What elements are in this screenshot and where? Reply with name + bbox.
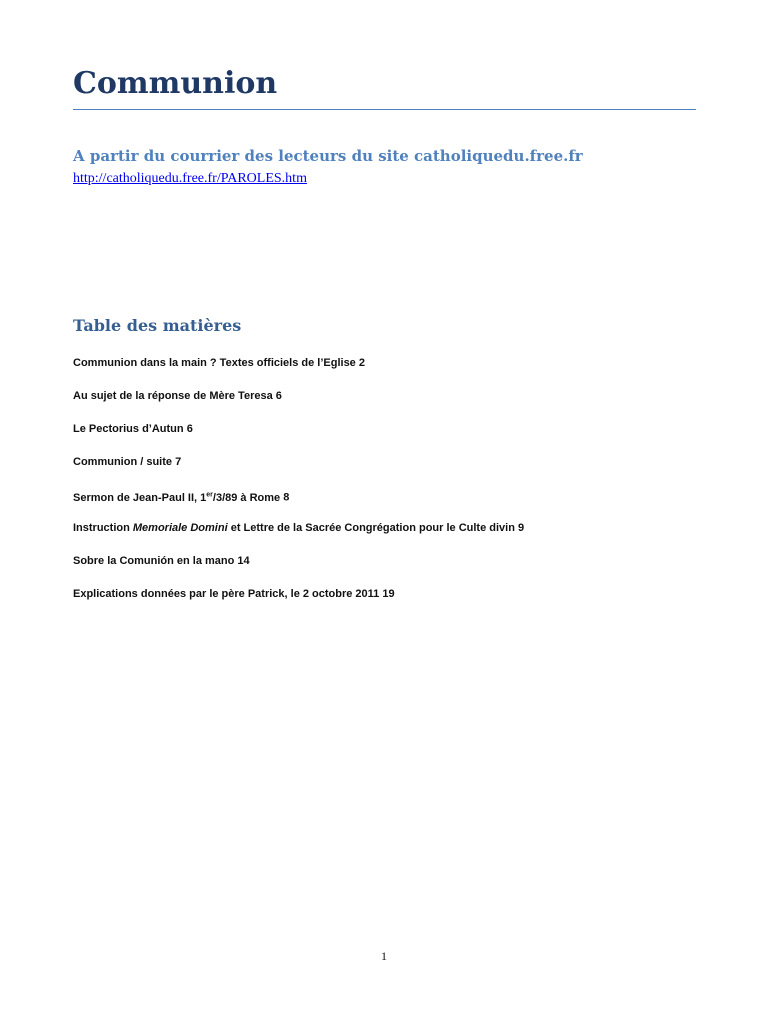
toc-entry[interactable] — [73, 420, 524, 453]
toc-entry-label-italic: Memoriale Domini — [132, 522, 228, 534]
toc-entry-label: Explications données par le père Patrick, le 2 octobre 2011 — [73, 588, 380, 600]
toc-entry-page: 7 — [175, 456, 182, 468]
toc-entry[interactable] — [73, 453, 524, 486]
toc-heading: Table des matières — [73, 316, 242, 335]
toc-entry-page: 6 — [275, 390, 282, 402]
toc-entry[interactable] — [73, 486, 524, 519]
page-number: 1 — [381, 949, 387, 963]
toc-entry-label: Au sujet de la réponse de Mère Teresa — [73, 390, 273, 402]
toc-entry[interactable] — [73, 519, 524, 552]
toc-entry-label-part: /3/89 à Rome — [212, 491, 281, 504]
toc-entry-label: Communion dans la main ? Textes officiels de l’Eglise — [73, 357, 356, 369]
toc-entry-label-part: Instruction — [73, 522, 133, 534]
toc-entry-label — [73, 492, 280, 504]
toc-entry-page: 9 — [517, 522, 525, 534]
toc-entry-label-superscript: er — [206, 491, 213, 498]
toc-entry-page: 6 — [186, 423, 193, 435]
toc-entry-label-part: et Lettre de la Sacrée Congrégation pour le Culte divin — [227, 522, 515, 534]
toc-entry-label: Sobre la Comunión en la mano — [73, 555, 235, 567]
toc-entry-page: 2 — [358, 357, 365, 369]
toc-entry-page: 8 — [283, 491, 290, 504]
toc-entry[interactable] — [73, 387, 524, 420]
toc-entry[interactable] — [73, 552, 524, 585]
toc-entry-page: 19 — [382, 588, 395, 600]
title-underline-rule — [73, 109, 696, 110]
toc-entry[interactable] — [73, 585, 524, 618]
toc-entry-label-part: Sermon de Jean-Paul II, 1 — [73, 491, 207, 504]
document-title: Communion — [73, 66, 278, 101]
toc-entry-label: Le Pectorius d’Autun — [73, 423, 184, 435]
toc-entry[interactable] — [73, 354, 524, 387]
toc-entry-label — [73, 522, 515, 534]
toc-entry-label: Communion / suite — [73, 456, 172, 468]
toc-list — [73, 354, 524, 618]
document-subtitle: A partir du courrier des lecteurs du site catholiquedu.free.fr — [73, 147, 583, 165]
toc-entry-page: 14 — [237, 555, 250, 567]
source-link[interactable]: http://catholiquedu.free.fr/PAROLES.htm — [73, 171, 307, 186]
